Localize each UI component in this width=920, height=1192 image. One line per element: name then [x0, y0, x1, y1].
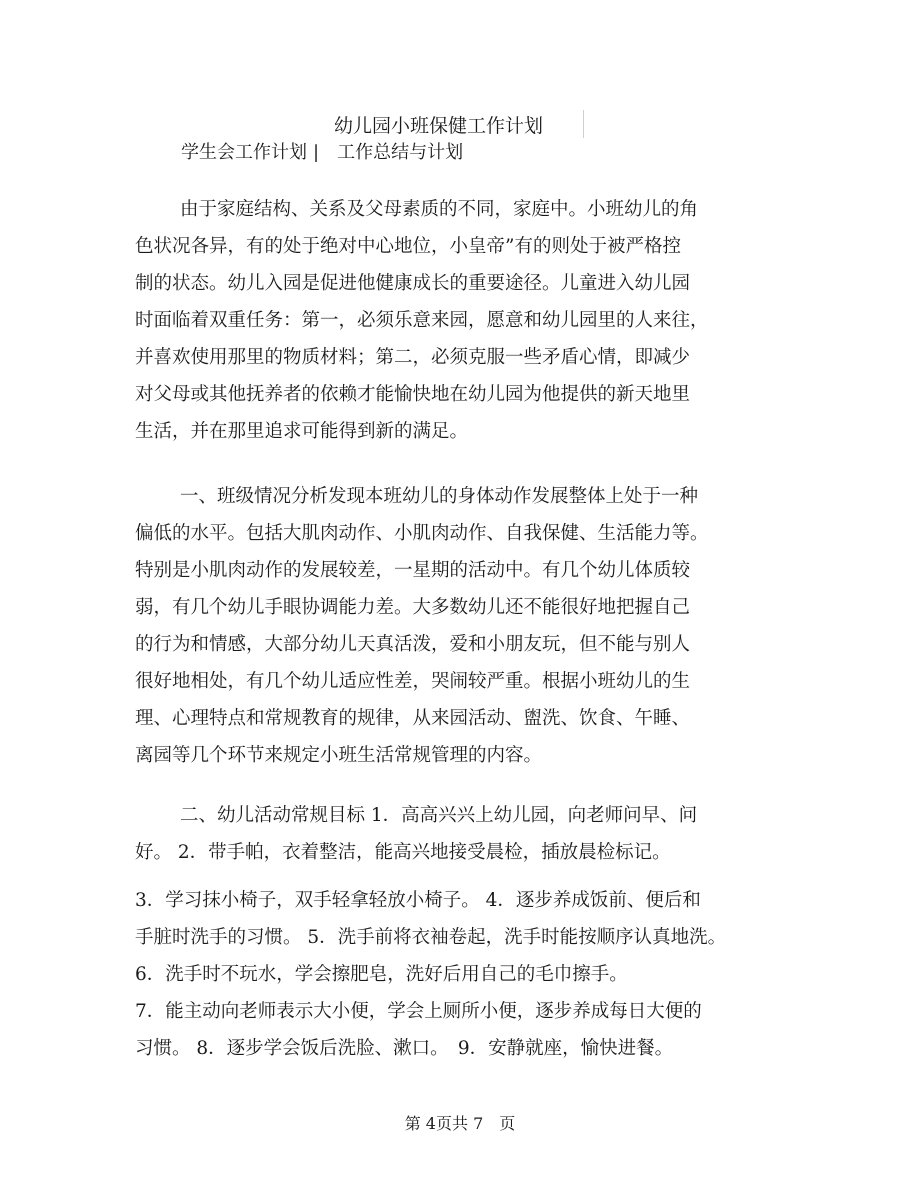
paragraph-line: 特别是小肌肉动作的发展较差，一星期的活动中。有几个幼儿体质较 — [135, 560, 691, 581]
paragraph-line: 手脏时洗手的习惯。 5．洗手前将衣袖卷起，洗手时能按顺序认真地洗。 — [135, 927, 727, 948]
paragraph-line: 色状况各异，有的处于绝对中心地位，小皇帝”有的则处于被严格控 — [135, 236, 681, 257]
paragraph-line: 时面临着双重任务：第一，必须乐意来园，愿意和幼儿园里的人来往， — [135, 310, 709, 331]
paragraph-routine-goals — [135, 797, 755, 871]
document-title: 幼儿园小班保健工作计划 — [334, 115, 544, 137]
paragraph-line: 制的状态。幼儿入园是促进他健康成长的重要途径。儿童进入幼儿园 — [135, 273, 691, 294]
subtitle-category-right: 工作总结与计划 — [337, 142, 464, 163]
page-number: 第 4页共 7 页 — [404, 1114, 516, 1133]
paragraph-class-analysis — [135, 478, 755, 774]
paragraph-line: 很好地相处，有几个幼儿适应性差，哭闹较严重。根据小班幼儿的生 — [135, 671, 691, 692]
title-divider — [583, 110, 584, 138]
paragraph-line: 二、幼儿活动常规目标 1．高高兴兴上幼儿园，向老师问早、问 — [180, 805, 698, 826]
paragraph-line: 6．洗手时不玩水，学会擦肥皂，洗好后用自己的毛巾擦手。 — [135, 964, 628, 985]
subtitle-category-left: 学生会工作计划 — [181, 142, 307, 163]
paragraph-line: 理、心理特点和常规教育的规律，从来园活动、盥洗、饮食、午睡、 — [135, 708, 691, 729]
subtitle-separator: | — [313, 142, 320, 163]
paragraph-line: 习惯。 8．逐步学会饭后洗脸、漱口。 9．安静就座，愉快进餐。 — [135, 1038, 674, 1059]
paragraph-line: 离园等几个环节来规定小班生活常规管理的内容。 — [135, 745, 543, 766]
paragraph-line: 由于家庭结构、关系及父母素质的不同，家庭中。小班幼儿的角 — [180, 199, 699, 220]
paragraph-line: 并喜欢使用那里的物质材料；第二，必须克服一些矛盾心情，即减少 — [135, 347, 691, 368]
paragraph-line: 生活，并在那里追求可能得到新的满足。 — [135, 421, 469, 442]
paragraph-line: 好。 2．带手帕，衣着整洁，能高兴地接受晨检，插放晨检标记。 — [135, 842, 671, 863]
document-subtitle — [181, 141, 463, 165]
paragraph-line: 对父母或其他抚养者的依赖才能愉快地在幼儿园为他提供的新天地里 — [135, 384, 691, 405]
paragraph-line: 的行为和情感，大部分幼儿天真活泼，爱和小朋友玩，但不能与别人 — [135, 634, 691, 655]
paragraph-routine-items — [135, 882, 755, 1067]
paragraph-line: 3．学习抹小椅子，双手轻拿轻放小椅子。 4．逐步养成饭前、便后和 — [135, 890, 701, 911]
paragraph-intro — [135, 191, 755, 450]
paragraph-line: 一、班级情况分析发现本班幼儿的身体动作发展整体上处于一种 — [180, 486, 699, 507]
paragraph-line: 7．能主动向老师表示大小便，学会上厕所小便，逐步养成每日大便的 — [135, 1001, 702, 1022]
paragraph-line: 偏低的水平。包括大肌肉动作、小肌肉动作、自我保健、生活能力等。 — [135, 523, 709, 544]
paragraph-line: 弱，有几个幼儿手眼协调能力差。大多数幼儿还不能很好地把握自己 — [135, 597, 691, 618]
